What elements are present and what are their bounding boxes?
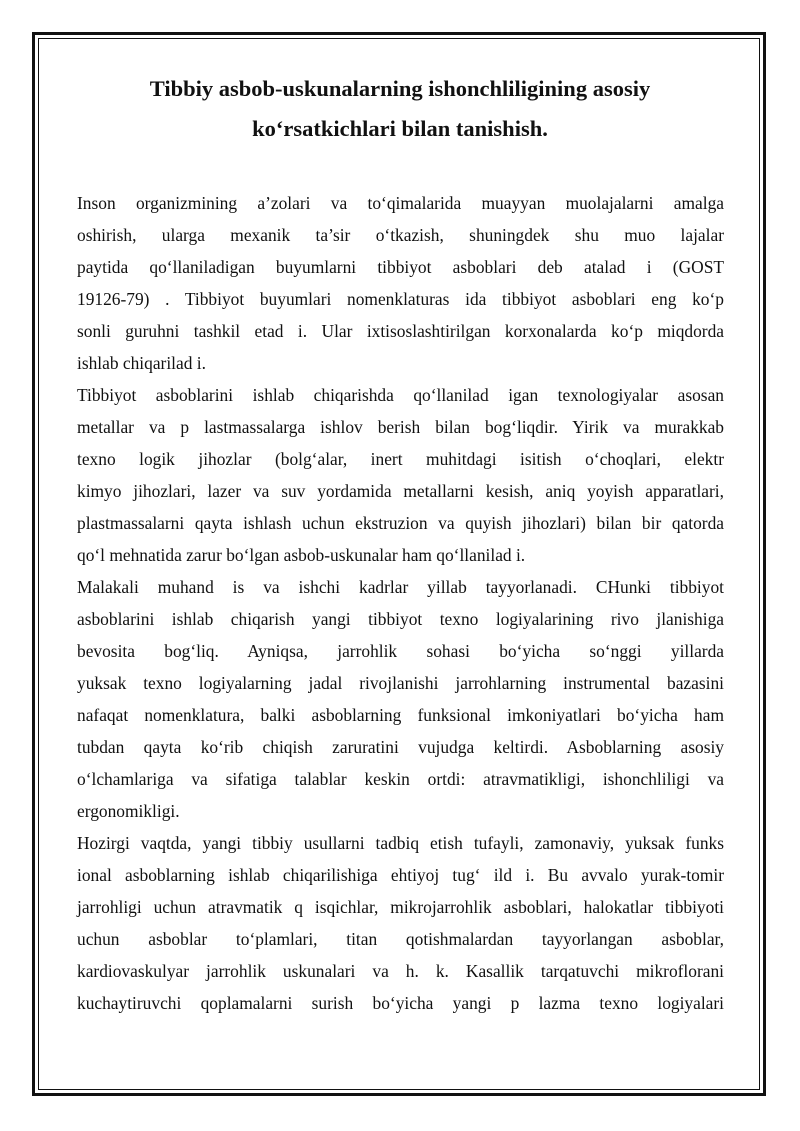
body-line: uchun asboblar to‘plamlari, titan qotishmalardan tayyorlangan asboblar, [77,929,724,949]
body-line: Inson organizmining a’zolari va to‘qimalarida muayyan muolajalarni amalga [77,193,724,213]
body-line: sonli guruhni tashkil etad i. Ular ixtisoslashtirilgan korxonalarda ko‘p miqdorda [77,321,724,341]
body-line: ional asboblarning ishlab chiqarilishiga ehtiyoj tug‘ ild i. Bu avvalo yurak-tomir [77,865,724,885]
body-line: Malakali muhand is va ishchi kadrlar yillab tayyorlanadi. CHunki tibbiyot [77,577,724,597]
body-line: asboblarini ishlab chiqarish yangi tibbiyot texno logiyalarining rivo jlanishiga [77,609,724,629]
body-line: plastmassalarni qayta ishlash uchun ekstruzion va quyish jihozlari) bilan bir qatorda [77,513,724,533]
body-line: oshirish, ularga mexanik ta’sir o‘tkazish, shuningdek shu muo lajalar [77,225,724,245]
body-line: 19126-79) . Tibbiyot buyumlari nomenklaturas ida tibbiyot asboblari eng ko‘p [77,289,724,309]
body-line: bevosita bog‘liq. Ayniqsa, jarrohlik sohasi bo‘yicha so‘nggi yillarda [77,641,724,661]
body-line: yuksak texno logiyalarning jadal rivojlanishi jarrohlarning instrumental bazasini [77,673,724,693]
body-line: kardiovaskulyar jarrohlik uskunalari va h. k. Kasallik tarqatuvchi mikroflorani [77,961,724,981]
body-line: qo‘l mehnatida zarur bo‘lgan asbob-uskunalar ham qo‘llanilad i. [77,545,526,565]
document-title-line-1: Tibbiy asbob-uskunalarning ishonchliligining asosiy [149,76,651,101]
document-title-line-2: ko‘rsatkichlari bilan tanishish. [252,116,548,141]
body-line: nafaqat nomenklatura, balki asboblarning funksional imkoniyatlari bo‘yicha ham [77,705,724,725]
body-line: o‘lchamlariga va sifatiga talablar keskin ortdi: atravmatikligi, ishonchliligi va [77,769,724,789]
body-line: ergonomikligi. [77,801,180,821]
body-line: tubdan qayta ko‘rib chiqish zaruratini vujudga keltirdi. Asboblarning asosiy [77,737,724,757]
body-line: Hozirgi vaqtda, yangi tibbiy usullarni tadbiq etish tufayli, zamonaviy, yuksak funks [77,833,724,853]
body-line: paytida qo‘llaniladigan buyumlarni tibbiyot asboblari deb atalad i (GOST [77,257,724,277]
body-line: Tibbiyot asboblarini ishlab chiqarishda qo‘llanilad igan texnologiyalar asosan [77,385,724,405]
body-line: ishlab chiqarilad i. [77,353,206,373]
body-line: kuchaytiruvchi qoplamalarni surish bo‘yicha yangi p lazma texno logiyalari [77,993,724,1013]
body-line: jarrohligi uchun atravmatik q isqichlar, mikrojarrohlik asboblari, halokatlar tibbiyoti [77,897,724,917]
body-line: metallar va p lastmassalarga ishlov berish bilan bog‘liqdir. Yirik va murakkab [77,417,724,437]
body-line: texno logik jihozlar (bolg‘alar, inert muhitdagi isitish o‘choqlari, elektr [77,449,724,469]
body-line: kimyo jihozlari, lazer va suv yordamida metallarni kesish, aniq yoyish apparatlari, [77,481,724,501]
